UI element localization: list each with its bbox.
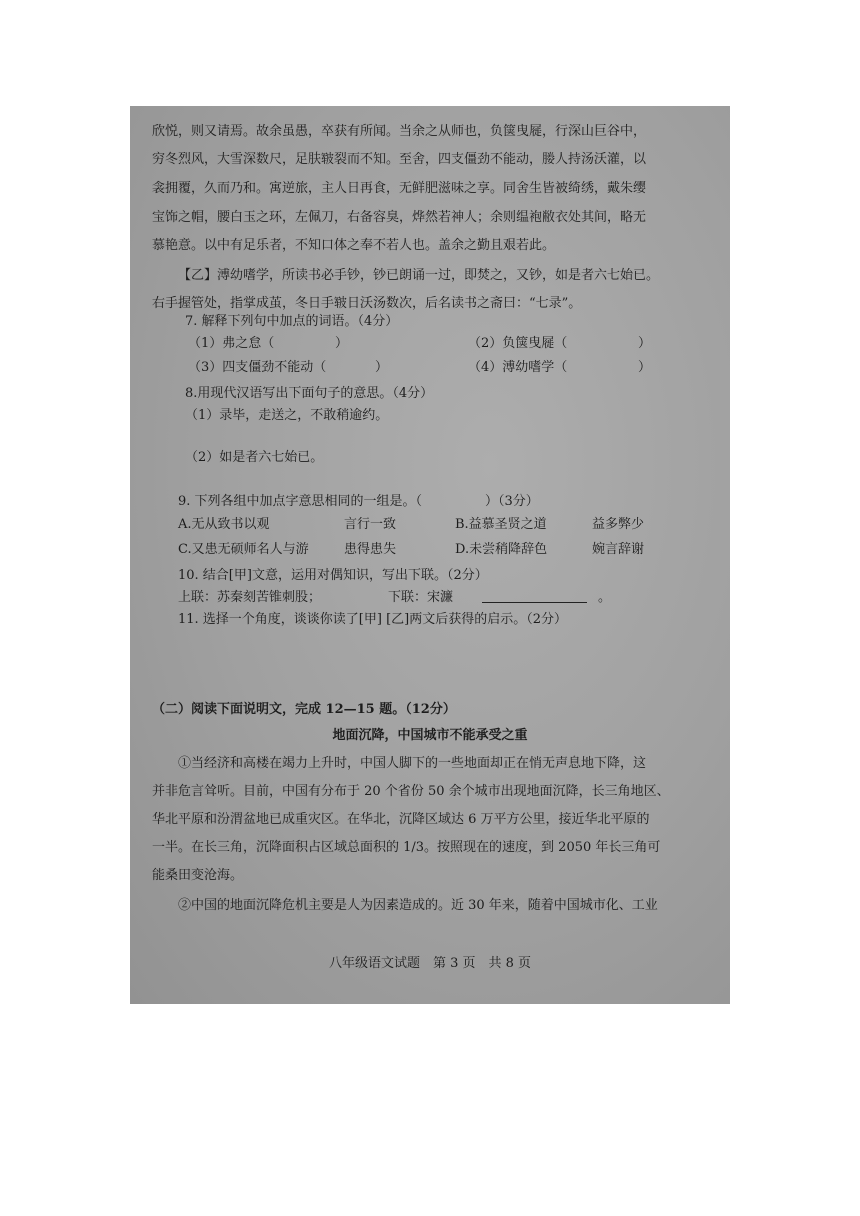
question-9-options-row [130,517,730,537]
section-2-heading: （二）阅读下面说明文，完成 12—15 题。（12分） [152,702,456,717]
passage-jia-line: 宝饰之帽，腰白玉之环，左佩刀，右备容臭，烨然若神人；余则缊袍敝衣处其间，略无 [152,210,647,225]
article-line: 华北平原和汾渭盆地已成重灾区。在华北，沉降区域达 6 万平方公里，接近华北平原的 [152,812,650,827]
question-7-item: （1）弗之怠（ [188,336,275,351]
question-9-stem: 9. 下列各组中加点字意思相同的一组是。（ [178,494,423,509]
couplet-end: 。 [598,590,612,605]
option-b: B.益慕圣贤之道 [455,517,547,532]
passage-jia-line: 衾拥覆，久而乃和。寓逆旅，主人日再食，无鲜肥滋味之享。同舍生皆被绮绣，戴朱缨 [152,181,647,196]
question-7-row [130,336,730,356]
article-line: 一半。在长三角，沉降面积占区域总面积的 1/3。按照现在的速度，到 2050 年长三角可 [152,840,661,855]
option-d: D.未尝稍降辞色 [455,542,548,557]
question-9-score: ）（3分） [485,494,539,509]
page-footer: 八年级语文试题 第 3 页 共 8 页 [328,956,532,971]
exam-page-photo [130,106,730,1004]
answer-blank[interactable]: ） [335,336,349,351]
question-8-stem: 8.用现代汉语写出下面句子的意思。（4分） [185,386,434,401]
answer-blank[interactable]: ） [375,360,389,375]
question-8-item: （1）录毕，走送之，不敢稍逾约。 [185,408,389,423]
option-a: A.无从致书以观 [178,517,270,532]
passage-jia-line: 慕艳意。以中有足乐者，不知口体之奉不若人也。盖余之勤且艰若此。 [152,238,556,253]
passage-jia-line: 欣悦，则又请焉。故余虽愚，卒获有所闻。当余之从师也，负箧曳屣，行深山巨谷中， [152,124,647,139]
question-7-item: （4）溥幼嗜学（ [468,360,568,375]
question-7-row [130,360,730,380]
question-7-item: （3）四支僵劲不能动（ [188,360,327,375]
article-line: ②中国的地面沉降危机主要是人为因素造成的。近 30 年来，随着中国城市化、工业 [178,898,658,913]
question-9-options-row [130,542,730,562]
article-title: 地面沉降，中国城市不能承受之重 [332,728,528,743]
question-11-stem: 11. 选择一个角度，谈谈你读了[甲] [乙]两文后获得的启示。（2分） [178,612,567,627]
option-a-compare: 言行一致 [344,517,397,532]
article-line: 能桑田变沧海。 [152,868,244,883]
option-c: C.又患无硕师名人与游 [178,542,309,557]
option-c-compare: 患得患失 [344,542,397,557]
passage-yi-line: 右手握管处，指掌成茧，冬日手皲日沃汤数次，后名读书之斋曰：“七录”。 [152,296,582,311]
question-10-couplet-row [130,590,730,610]
question-7-item: （2）负箧曳屣（ [468,336,568,351]
option-b-compare: 益多弊少 [592,517,645,532]
couplet-upper: 上联：苏秦刻苦锥刺股； [178,590,322,605]
question-7-stem: 7. 解释下列句中加点的词语。（4分） [185,314,399,329]
question-8-item: （2）如是者六七始已。 [185,450,324,465]
couplet-lower: 下联：宋濂 [388,590,454,605]
couplet-answer-blank[interactable] [482,590,587,608]
passage-yi-line: 【乙】溥幼嗜学，所读书必手钞，钞已朗诵一过，即焚之，又钞，如是者六七始已。 [178,268,660,283]
answer-blank[interactable]: ） [638,360,652,375]
answer-blank[interactable]: ） [638,336,652,351]
question-9-stem-row [130,494,730,514]
question-10-stem: 10. 结合[甲]文意，运用对偶知识，写出下联。（2分） [178,568,488,583]
article-line: ①当经济和高楼在竭力上升时，中国人脚下的一些地面却正在悄无声息地下降，这 [178,756,647,771]
option-d-compare: 婉言辞谢 [592,542,645,557]
article-line: 并非危言耸听。目前，中国有分布于 20 个省份 50 余个城市出现地面沉降，长三角地区、 [152,784,670,799]
passage-jia-line: 穷冬烈风，大雪深数尺，足肤皲裂而不知。至舍，四支僵劲不能动，媵人持汤沃灌，以 [152,152,647,167]
